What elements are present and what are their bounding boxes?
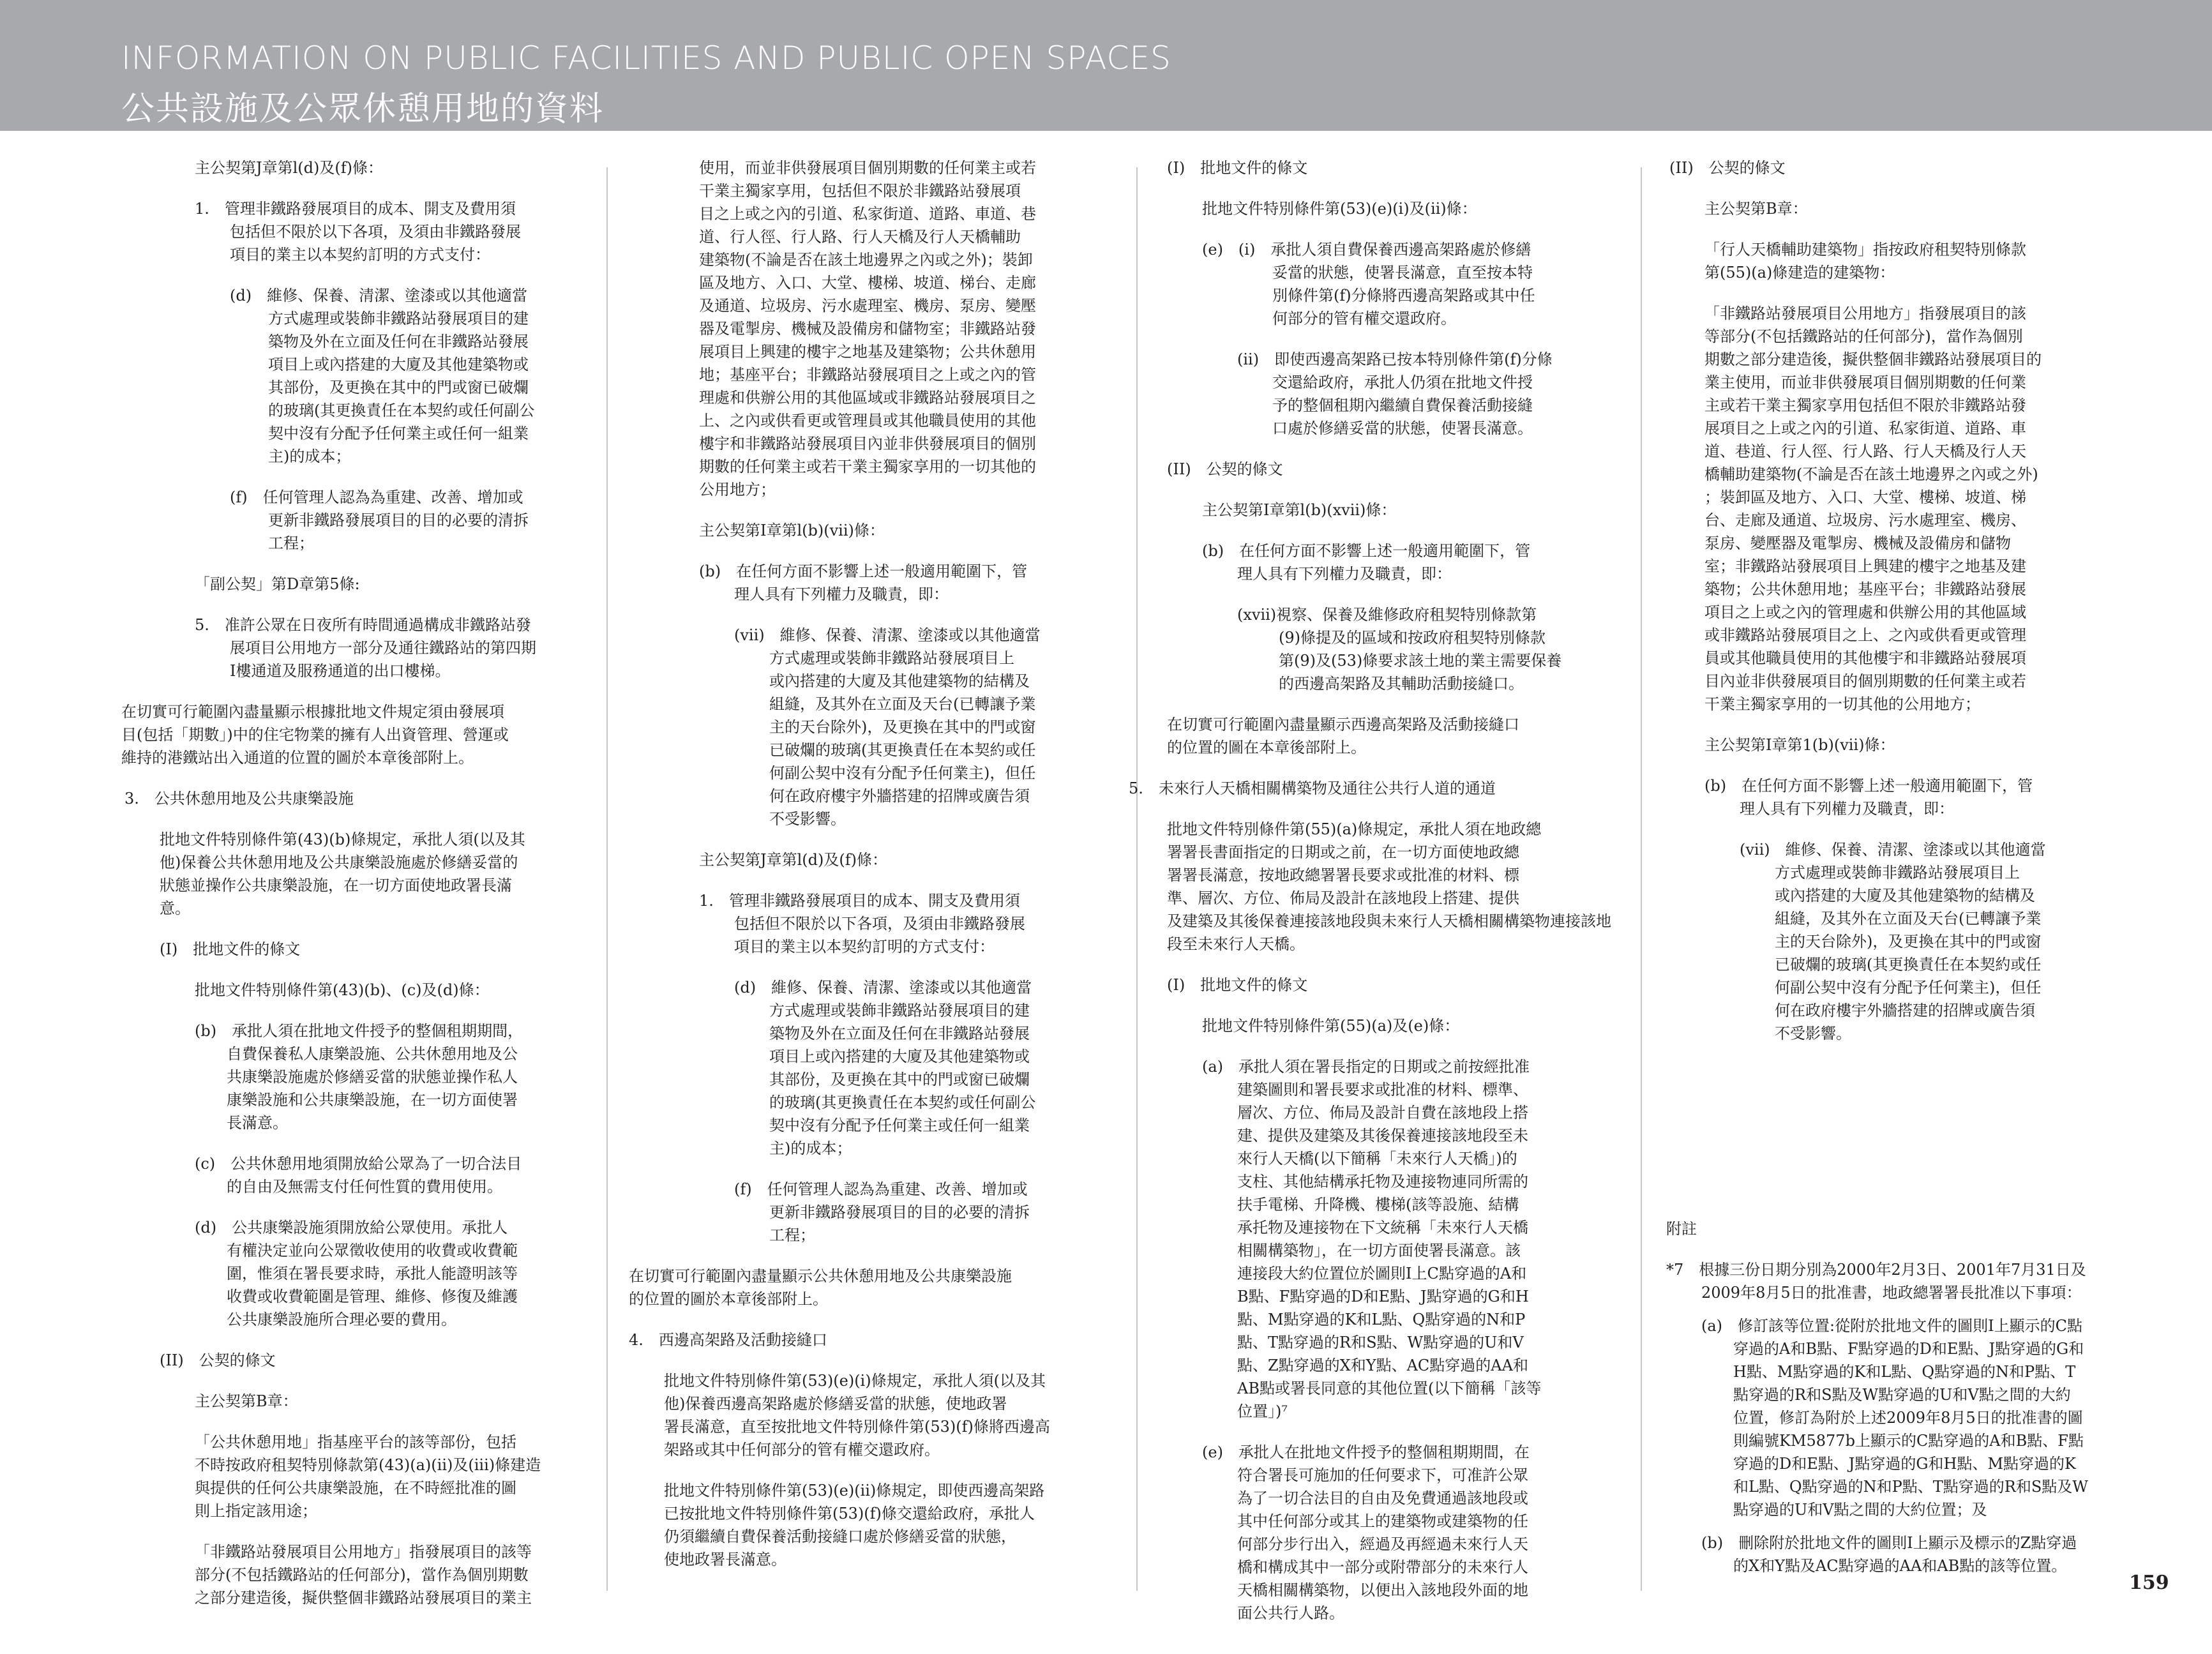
text-line: (b) 在任何方面不影響上述一般適用範圍下，管 [1704,777,2033,795]
text-line: 何副公契中沒有分配予任何業主)，但任 [769,764,1036,782]
text-line: 何副公契中沒有分配予任何業主)，但任 [1775,979,2042,996]
text-line: 點、Z點穿過的X和Y點、AC點穿過的AA和 [1237,1357,1528,1374]
text-line: (xvii)視察、保養及維修政府租契特別條款第 [1237,606,1537,624]
text-line: 來行人天橋(以下簡稱「未來行人天橋」)的 [1237,1150,1517,1168]
text-line: 期數的任何業主或若干業主獨家享用的一切其他的 [699,458,1036,476]
text-line: 維持的港鐵站出入通道的位置的圖於本章後部附上。 [121,749,474,767]
text-line: 的玻璃(其更換責任在本契約或任何副公 [769,1094,1036,1111]
text-line: 上、之內或供看更或管理員或其他職員使用的其他 [699,412,1036,430]
text-line: 泵房、變壓器及電掣房、機械及設備房和儲物 [1704,534,2011,552]
text-line: 不受影響。 [769,810,846,828]
text-line: (b) 在任何方面不影響上述一般適用範圍下，管 [1202,542,1531,560]
text-line: (I) 批地文件的條文 [1167,976,1308,994]
text-line: 準、層次、方位、佈局及設計在該地段上搭建、提供 [1167,889,1519,907]
text-line: 署長滿意，直至按批地文件特別條件第(53)(f)條將西邊高 [664,1418,1050,1436]
text-line: 方式處理或裝飾非鐵路站發展項目上 [1775,864,2020,882]
text-line: 組縫，及其外在立面及天台(已轉讓予業 [1775,910,2042,928]
text-line: 點、M點穿過的K和L點、Q點穿過的N和P [1237,1311,1526,1328]
text-line: 建築物(不論是否在該土地邊界之內或之外)；裝卸 [699,251,1033,269]
text-line: 期數之部分建造後，擬供整個非鐵路站發展項目的 [1704,350,2042,368]
text-line: 交還給政府，承批人仍須在批地文件授 [1272,373,1533,391]
text-line: 「副公契」第D章第5條: [195,575,360,593]
text-line: (II) 公契的條文 [160,1351,276,1369]
text-line: (ii) 即使西邊高架路已按本特別條件第(f)分條 [1237,350,1553,368]
text-line: (9)條提及的區域和按政府租契特別條款 [1279,629,1546,647]
text-line: 部分(不包括鐵路站的任何部分)，當作為個別期數 [195,1566,529,1584]
text-line: ；裝卸區及地方、入口、大堂、樓梯、坡道、梯 [1704,488,2026,506]
text-line: 展項目上興建的樓宇之地基及建築物；公共休憩用 [699,343,1036,361]
text-line: 或非鐵路站發展項目之上、之內或供看更或管理 [1704,626,2026,644]
text-line: 已破爛的玻璃(其更換責任在本契約或任 [769,741,1036,759]
text-line: (b) 在任何方面不影響上述一般適用範圍下，管 [699,562,1028,580]
text-line: 台、走廊及通道、垃圾房、污水處理室、機房、 [1704,511,2026,529]
text-line: 批地文件特別條件第(43)(b)、(c)及(d)條： [195,981,490,999]
text-line: 有權決定並向公眾徵收使用的收費或收費範 [227,1242,518,1259]
text-line: 意。 [160,899,190,917]
text-line: (f) 任何管理人認為為重建、改善、增加或 [734,1180,1028,1198]
text-line: 目(包括「期數」)中的住宅物業的擁有人出資管理、營運或 [121,726,509,744]
text-line: 使地政署長滿意。 [664,1551,786,1568]
text-line: 署署長書面指定的日期或之前，在一切方面使地政總 [1167,843,1519,861]
text-line: (f) 任何管理人認為為重建、改善、增加或 [230,488,523,506]
text-line: B點、F點穿過的D和E點、J點穿過的G和H [1237,1288,1529,1305]
footnote-line: 和L點、Q點穿過的N和P點、T點穿過的R和S點及W [1733,1478,2088,1496]
text-line: 樓宇和非鐵路站發展項目內並非供發展項目的個別 [699,435,1036,453]
text-line: 理人具有下列權力及職責，即： [1740,800,1954,818]
text-line: 主公契第J章第l(d)及(f)條： [195,159,383,177]
text-line: (c) 公共休憩用地須開放給公眾為了一切合法目 [195,1155,522,1173]
text-line: (d) 維修、保養、清潔、塗漆或以其他適當 [230,287,528,304]
text-line: 符合署長可施加的任何要求下，可准許公眾 [1237,1466,1528,1484]
text-line: 主或若干業主獨家享用包括但不限於非鐵路站發 [1704,396,2026,414]
text-line: 在切實可行範圍內盡量顯示西邊高架路及活動接縫口 [1167,716,1519,733]
text-line: 圍，惟須在署長要求時，承批人能證明該等 [227,1265,518,1282]
footnote-line: (a) 修訂該等位置:從附於批地文件的圖則I上顯示的C點 [1701,1317,2082,1335]
footnote-line: 2009年8月5日的批准書，地政總署署長批准以下事項： [1701,1284,2082,1302]
text-line: 或內搭建的大廈及其他建築物的結構及 [1775,887,2035,905]
text-line: 批地文件特別條件第(43)(b)條規定，承批人須(以及其 [160,831,525,848]
text-line: 員或其他職員使用的其他樓宇和非鐵路站發展項 [1704,649,2026,667]
header-title-chinese: 公共設施及公眾休憩用地的資料 [121,90,605,128]
text-line: 已破爛的玻璃(其更換責任在本契約或任 [1775,956,2042,974]
column-divider [1641,167,1642,1591]
text-line: 及通道、垃圾房、污水處理室、機房、泵房、變壓 [699,297,1036,315]
text-line: 妥當的狀態，使署長滿意，直至按本特 [1272,264,1533,282]
text-line: 的玻璃(其更換責任在本契約或任何副公 [268,402,535,419]
text-line: 主公契第B章： [195,1392,298,1410]
text-line: 展項目之上或之內的引道、私家街道、道路、車 [1704,419,2026,437]
text-line: 共康樂設施處於修繕妥當的狀態並操作私人 [227,1068,518,1086]
text-line: 理人具有下列權力及職責，即： [1237,565,1452,583]
text-line: 批地文件特別條件第(53)(e)(i)及(ii)條： [1202,200,1477,218]
text-line: 「非鐵路站發展項目公用地方」指發展項目的該等 [195,1543,532,1561]
text-line: 等部分(不包括鐵路站的任何部分)，當作為個別 [1704,327,2023,345]
text-line: 1. 管理非鐵路發展項目的成本、開支及費用須 [699,892,1020,910]
text-line: 目之上或之內的引道、私家街道、道路、車道、巷 [699,205,1036,223]
text-line: 的位置的圖於本章後部附上。 [629,1290,828,1308]
text-line: 康樂設施和公共康樂設施，在一切方面使署 [227,1091,518,1109]
text-line: 目內並非供發展項目的個別期數的任何業主或若 [1704,672,2026,690]
text-line: 5. 准許公眾在日夜所有時間通過構成非鐵路站發 [195,616,531,634]
text-line: 公共康樂設施所合理必要的費用。 [227,1311,456,1328]
text-line: 扶手電梯、升降機、樓梯(該等設施、結構 [1237,1196,1519,1214]
text-line: 主公契第I章第l(b)(xvii)條： [1202,501,1397,519]
text-line: 面公共行人路。 [1237,1604,1344,1622]
text-line: (d) 公共康樂設施須開放給公眾使用。承批人 [195,1219,508,1237]
column-divider [1136,167,1138,1591]
text-line: 項目上或內搭建的大廈及其他建築物或 [769,1048,1030,1065]
page-number: 159 [2129,1572,2169,1594]
text-line: 「非鐵路站發展項目公用地方」指發展項目的該 [1704,304,2026,322]
text-line: 築物及外在立面及任何在非鐵路站發展 [769,1025,1030,1042]
text-line: 組縫，及其外在立面及天台(已轉讓予業 [769,695,1036,713]
text-line: 不時按政府租契特別條款第(43)(a)(ii)及(iii)條建造 [195,1456,541,1474]
text-line: 方式處理或裝飾非鐵路站發展項目的建 [268,310,529,327]
text-line: (I) 批地文件的條文 [1167,159,1308,177]
text-line: 天橋相關構築物，以便出入該地段外面的地 [1237,1581,1528,1599]
text-line: 及建築及其後保養連接該地段與未來行人天橋相關構築物連接該地 [1167,912,1611,930]
text-line: 他)保養公共休憩用地及公共康樂設施處於修繕妥當的 [160,853,518,871]
text-line: (e) 承批人在批地文件授予的整個租期期間，在 [1202,1443,1530,1461]
text-line: 項目的業主以本契約訂明的方式支付： [734,938,995,956]
text-line: 在切實可行範圍內盡量顯示公共休憩用地及公共康樂設施 [629,1267,1012,1285]
text-line: 理處和供辦公用的其他區域或非鐵路站發展項目之 [699,389,1036,407]
text-line: 予的整個租期內繼續自費保養活動接縫 [1272,396,1533,414]
text-line: 相關構築物」，在一切方面使署長滿意。該 [1237,1242,1521,1259]
text-line: 橋輔助建築物(不論是否在該土地邊界之內或之外) [1704,465,2038,483]
text-line: 的自由及無需支付任何性質的費用使用。 [227,1178,502,1196]
text-line: 業主使用，而並非供發展項目個別期數的任何業 [1704,373,2026,391]
text-line: 其部份，及更換在其中的門或窗已破爛 [268,379,529,396]
text-line: 的西邊高架路及其輔助活動接縫口。 [1279,675,1524,693]
text-line: 何部分步行出入，經過及再經過未來行人天 [1237,1535,1528,1553]
text-line: 干業主獨家享用，包括但不限於非鐵路站發展項 [699,182,1021,200]
column-divider [606,167,608,1591]
text-line: 與提供的任何公共康樂設施，在不時經批准的圖 [195,1479,516,1497]
footnote-line: 點穿過的R和S點及W點穿過的U和V點之間的大約 [1733,1386,2071,1404]
text-line: (vii) 維修、保養、清潔、塗漆或以其他適當 [734,626,1041,644]
text-line: 公用地方； [699,481,776,499]
text-line: 器及電掣房、機械及設備房和儲物室；非鐵路站發 [699,320,1036,338]
notes-heading: 附註 [1666,1220,1697,1238]
text-line: AB點或署長同意的其他位置(以下簡稱「該等 [1237,1380,1542,1397]
text-line: 已按批地文件特別條件第(53)(f)條交還給政府，承批人 [664,1505,1035,1522]
text-line: 主公契第J章第l(d)及(f)條： [699,851,887,869]
text-line: 方式處理或裝飾非鐵路站發展項目的建 [769,1002,1030,1019]
text-line: 項目之上或之內的管理處和供辦公用的其他區域 [1704,603,2026,621]
text-line: 主公契第I章第1(b)(vii)條： [1704,736,1895,754]
section-heading: 5. 未來行人天橋相關構築物及通往公共行人道的通道 [1129,779,1496,797]
text-column-2 [629,156,1050,1571]
text-line: 室；非鐵路站發展項目上興建的樓宇之地基及建 [1704,557,2026,575]
text-line: 包括但不限於以下各項，及須由非鐵路發展 [230,223,521,241]
text-line: 段至未來行人天橋。 [1167,935,1305,953]
text-line: 地；基座平台；非鐵路站發展項目之上或之內的管 [699,366,1036,384]
text-line: 位置」)⁷ [1237,1402,1288,1420]
footnote-line: 的X和Y點及AC點穿過的AA和AB點的該等位置。 [1733,1557,2067,1575]
text-line: 點、T點穿過的R和S點、W點穿過的U和V [1237,1334,1524,1351]
text-line: 連接段大約位置位於圖則I上C點穿過的A和 [1237,1265,1527,1282]
text-line: 築物；公共休憩用地；基座平台；非鐵路站發展 [1704,580,2026,598]
text-line: 批地文件特別條件第(53)(e)(i)條規定，承批人須(以及其 [664,1372,1046,1390]
text-line: 署署長滿意，按地政總署署長要求或批准的材料、標 [1167,866,1519,884]
footnote-line: 位置，修訂為附於上述2009年8月5日的批准書的圖 [1733,1409,2083,1427]
text-line: 「行人天橋輔助建築物」指按政府租契特別條款 [1704,241,2026,259]
text-line: 架路或其中任何部分的管有權交還政府。 [664,1441,940,1459]
text-line: 工程； [769,1226,815,1244]
text-line: 建築圖則和署長要求或批准的材料、標準、 [1237,1081,1528,1099]
text-line: 區及地方、入口、大堂、樓梯、坡道、梯台、走廊 [699,274,1036,292]
text-line: 其部份，及更換在其中的門或窗已破爛 [769,1071,1030,1088]
text-line: 自費保養私人康樂設施、公共休憩用地及公 [227,1045,518,1063]
footnote-line: 穿過的D和E點、J點穿過的G和H點、M點穿過的K [1733,1455,2076,1473]
text-line: 更新非鐵路發展項目的目的必要的清拆 [268,511,529,529]
section-heading: 4. 西邊高架路及活動接縫口 [629,1331,827,1349]
text-line: 包括但不限於以下各項，及須由非鐵路發展 [734,915,1025,933]
text-line: 收費或收費範圍是管理、維修、修復及維護 [227,1288,518,1305]
text-line: 第(55)(a)條建造的建築物： [1704,264,1895,282]
text-line: 項目上或內搭建的大廈及其他建築物或 [268,356,529,373]
text-line: 更新非鐵路發展項目的目的必要的清拆 [769,1203,1030,1221]
text-line: (vii) 維修、保養、清潔、塗漆或以其他適當 [1740,841,2046,859]
text-line: 狀態並操作公共康樂設施，在一切方面使地政署長滿 [160,876,512,894]
text-line: 契中沒有分配予任何業主或任何一組業 [769,1116,1030,1134]
text-line: I樓通道及服務通道的出口樓梯。 [230,662,451,680]
text-line: 支柱、其他結構承托物及連接物連同所需的 [1237,1173,1528,1191]
text-line: 主公契第B章： [1704,200,1808,218]
text-line: 道、行人徑、行人路、行人天橋及行人天橋輔助 [699,228,1021,246]
text-line: 仍須繼續自費保養活動接縫口處於修繕妥當的狀態， [664,1528,1016,1545]
text-line: 則上指定該用途； [195,1502,317,1520]
text-line: 主公契第I章第l(b)(vii)條： [699,522,885,539]
footnote-line: 穿過的A和B點、F點穿過的D和E點、J點穿過的G和 [1733,1340,2084,1358]
text-line: 在切實可行範圍內盡量顯示根據批地文件規定須由發展項 [121,703,504,721]
text-line: 他)保養西邊高架路處於修繕妥當的狀態，使地政署 [664,1395,1007,1413]
text-line: 第(9)及(53)條要求該土地的業主需要保養 [1279,652,1562,670]
text-line: 建、提供及建築及其後保養連接該地段至未 [1237,1127,1528,1145]
text-line: (b) 承批人須在批地文件授予的整個租期期間， [195,1022,523,1040]
text-line: 批地文件特別條件第(55)(a)及(e)條： [1202,1017,1460,1035]
text-line: 批地文件特別條件第(55)(a)條規定，承批人須在地政總 [1167,820,1542,838]
text-line: 理人具有下列權力及職責，即： [734,585,949,603]
footnote-line: *7 根據三份日期分別為2000年2月3日、2001年7月31日及 [1666,1261,2086,1279]
text-line: (I) 批地文件的條文 [160,940,301,958]
header-title-english: INFORMATION ON PUBLIC FACILITIES AND PUBLIC OPEN SPACES [121,40,1171,77]
text-line: (II) 公契的條文 [1669,159,1786,177]
text-line: (II) 公契的條文 [1167,460,1283,478]
text-line: 長滿意。 [227,1114,288,1132]
footnote-line: 點穿過的U和V點之間的大約位置；及 [1733,1501,1987,1519]
text-line: 主的天台除外)，及更換在其中的門或窗 [769,718,1036,736]
text-line: 其中任何部分或其上的建築物或建築物的任 [1237,1512,1528,1530]
text-line: 橋和構成其中一部分或附帶部分的未來行人 [1237,1558,1528,1576]
text-line: 展項目公用地方一部分及通往鐵路站的第四期 [230,639,536,657]
footnote-line: H點、M點穿過的K和L點、Q點穿過的N和P點、T [1733,1363,2076,1381]
text-line: 道、巷道、行人徑、行人路、行人天橋及行人天 [1704,442,2026,460]
footnote-line: 則編號KM5877b上顯示的C點穿過的A和B點、F點 [1733,1432,2084,1450]
text-line: 「公共休憩用地」指基座平台的該等部份，包括 [195,1433,516,1451]
text-line: 之部分建造後，擬供整個非鐵路站發展項目的業主 [195,1589,532,1607]
text-line: 何部分的管有權交還政府。 [1272,310,1456,327]
text-line: 項目的業主以本契約訂明的方式支付： [230,246,490,264]
text-line: 1. 管理非鐵路發展項目的成本、開支及費用須 [195,200,516,218]
text-line: 何在政府樓宇外牆搭建的招牌或廣告須 [769,787,1030,805]
text-line: 方式處理或裝飾非鐵路站發展項目上 [769,649,1014,667]
text-line: 何在政府樓宇外牆搭建的招牌或廣告須 [1775,1002,2035,1019]
text-line: 口處於修繕妥當的狀態，使署長滿意。 [1272,419,1533,437]
text-line: 或內搭建的大廈及其他建築物的結構及 [769,672,1030,690]
text-line: (d) 維修、保養、清潔、塗漆或以其他適當 [734,979,1032,996]
text-line: 別條件第(f)分條將西邊高架路或其中任 [1272,287,1535,304]
page-header-band [0,0,2212,131]
text-line: 為了一切合法目的自由及免費通過該地段或 [1237,1489,1528,1507]
text-column-3 [1129,156,1611,1625]
text-line: (a) 承批人須在署長指定的日期或之前按經批准 [1202,1058,1530,1076]
text-column-1 [121,156,541,1609]
text-line: 使用，而並非供發展項目個別期數的任何業主或若 [699,159,1036,177]
text-line: 工程； [268,534,314,552]
text-line: 契中沒有分配予任何業主或任何一組業 [268,425,529,442]
footnote-line: (b) 刪除附於批地文件的圖則I上顯示及標示的Z點穿過 [1701,1534,2077,1552]
text-line: 干業主獨家享用的一切其他的公用地方； [1704,695,1980,713]
text-line: 承托物及連接物在下文統稱「未來行人天橋 [1237,1219,1528,1237]
text-line: 不受影響。 [1775,1025,1851,1042]
text-line: 主)的成本； [769,1139,852,1157]
text-line: 層次、方位、佈局及設計自費在該地段上搭 [1237,1104,1528,1122]
section-heading: 3. 公共休憩用地及公共康樂設施 [124,790,354,808]
text-line: 批地文件特別條件第(53)(e)(ii)條規定，即使西邊高架路 [664,1482,1045,1500]
text-line: 主的天台除外)，及更換在其中的門或窗 [1775,933,2042,951]
text-line: 的位置的圖在本章後部附上。 [1167,739,1366,756]
text-column-4 [1666,156,2088,1577]
text-line: 築物及外在立面及任何在非鐵路站發展 [268,333,529,350]
text-line: (e) (i) 承批人須自費保養西邊高架路處於修繕 [1202,241,1531,259]
text-line: 主)的成本； [268,447,351,465]
